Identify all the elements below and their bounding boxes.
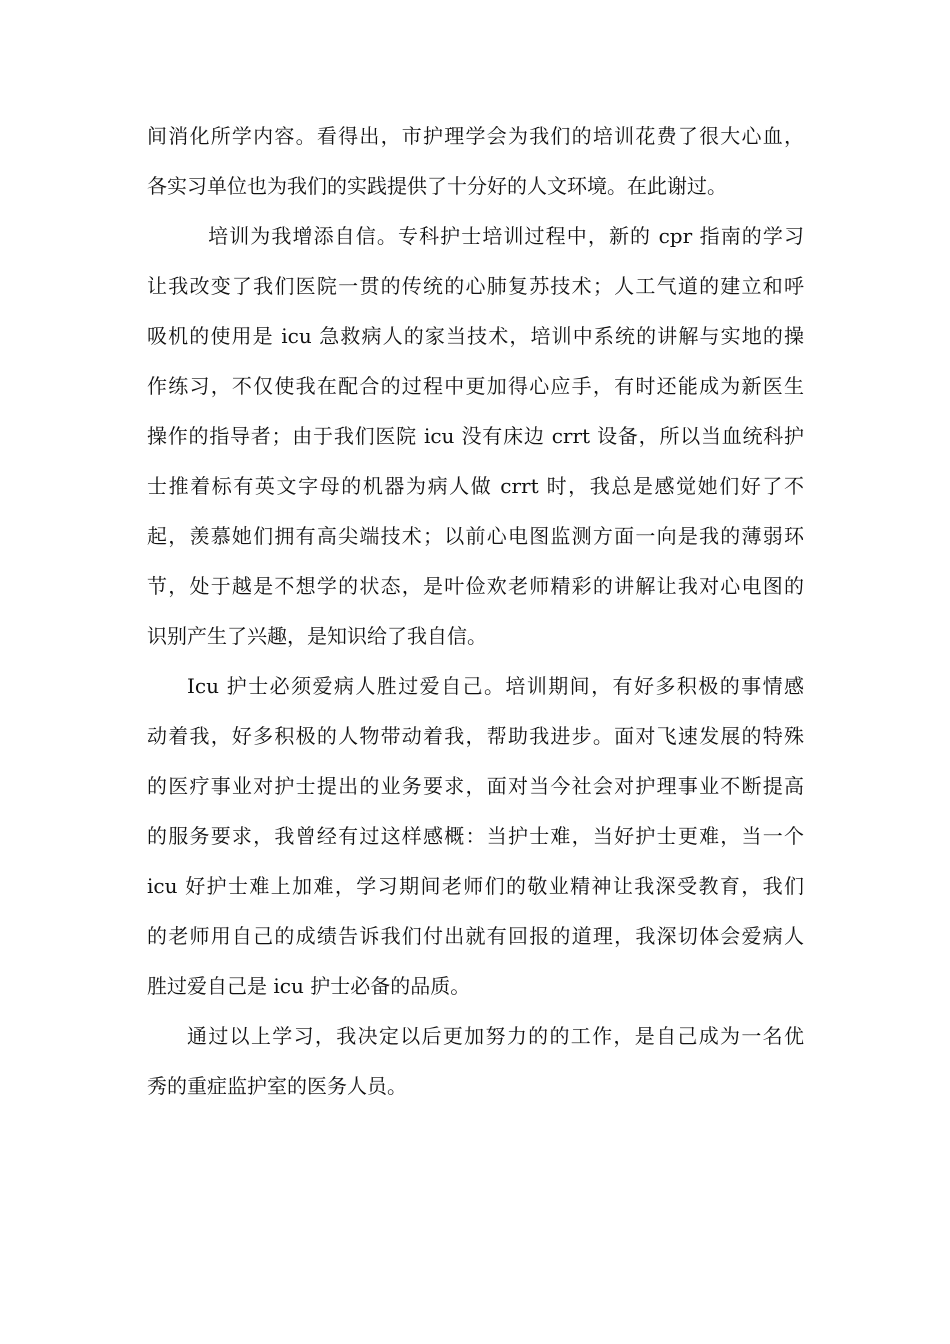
text-line: 秀的重症监护室的医务人员。 — [147, 1074, 407, 1098]
paragraph-start-line: 培训为我增添自信。专科护士培训过程中，新的 cpr 指南的学习 — [187, 224, 804, 248]
paragraph-start-line: 通过以上学习，我决定以后更加努力的的工作，是自己成为一名优 — [187, 1024, 804, 1048]
text-line: 动着我，好多积极的人物带动着我，帮助我进步。面对飞速发展的特殊 — [147, 724, 804, 748]
text-line: 识别产生了兴趣，是知识给了我自信。 — [147, 624, 487, 648]
text-line: 起，羡慕她们拥有高尖端技术；以前心电图监测方面一向是我的薄弱环 — [147, 524, 804, 548]
text-line: 操作的指导者；由于我们医院 icu 没有床边 crrt 设备，所以当血统科护 — [147, 424, 804, 448]
text-line: 吸机的使用是 icu 急救病人的家当技术，培训中系统的讲解与实地的操 — [147, 324, 804, 348]
text-line: 作练习，不仅使我在配合的过程中更加得心应手，有时还能成为新医生 — [147, 374, 804, 398]
paragraph-start-line: Icu 护士必须爱病人胜过爱自己。培训期间，有好多积极的事情感 — [187, 674, 804, 698]
text-line: 间消化所学内容。看得出，市护理学会为我们的培训花费了很大心血， — [147, 124, 804, 148]
text-line: 让我改变了我们医院一贯的传统的心肺复苏技术；人工气道的建立和呼 — [147, 274, 804, 298]
text-line: 胜过爱自己是 icu 护士必备的品质。 — [147, 974, 471, 998]
text-line: 的服务要求，我曾经有过这样感概：当护士难，当好护士更难，当一个 — [147, 824, 804, 848]
text-line: 节，处于越是不想学的状态，是叶俭欢老师精彩的讲解让我对心电图的 — [147, 574, 804, 598]
text-line: icu 好护士难上加难，学习期间老师们的敬业精神让我深受教育，我们 — [147, 874, 804, 898]
text-line: 各实习单位也为我们的实践提供了十分好的人文环境。在此谢过。 — [147, 174, 727, 198]
text-line: 的老师用自己的成绩告诉我们付出就有回报的道理，我深切体会爱病人 — [147, 924, 804, 948]
text-line: 的医疗事业对护士提出的业务要求，面对当今社会对护理事业不断提高 — [147, 774, 804, 798]
text-line: 士推着标有英文字母的机器为病人做 crrt 时，我总是感觉她们好了不 — [147, 474, 804, 498]
